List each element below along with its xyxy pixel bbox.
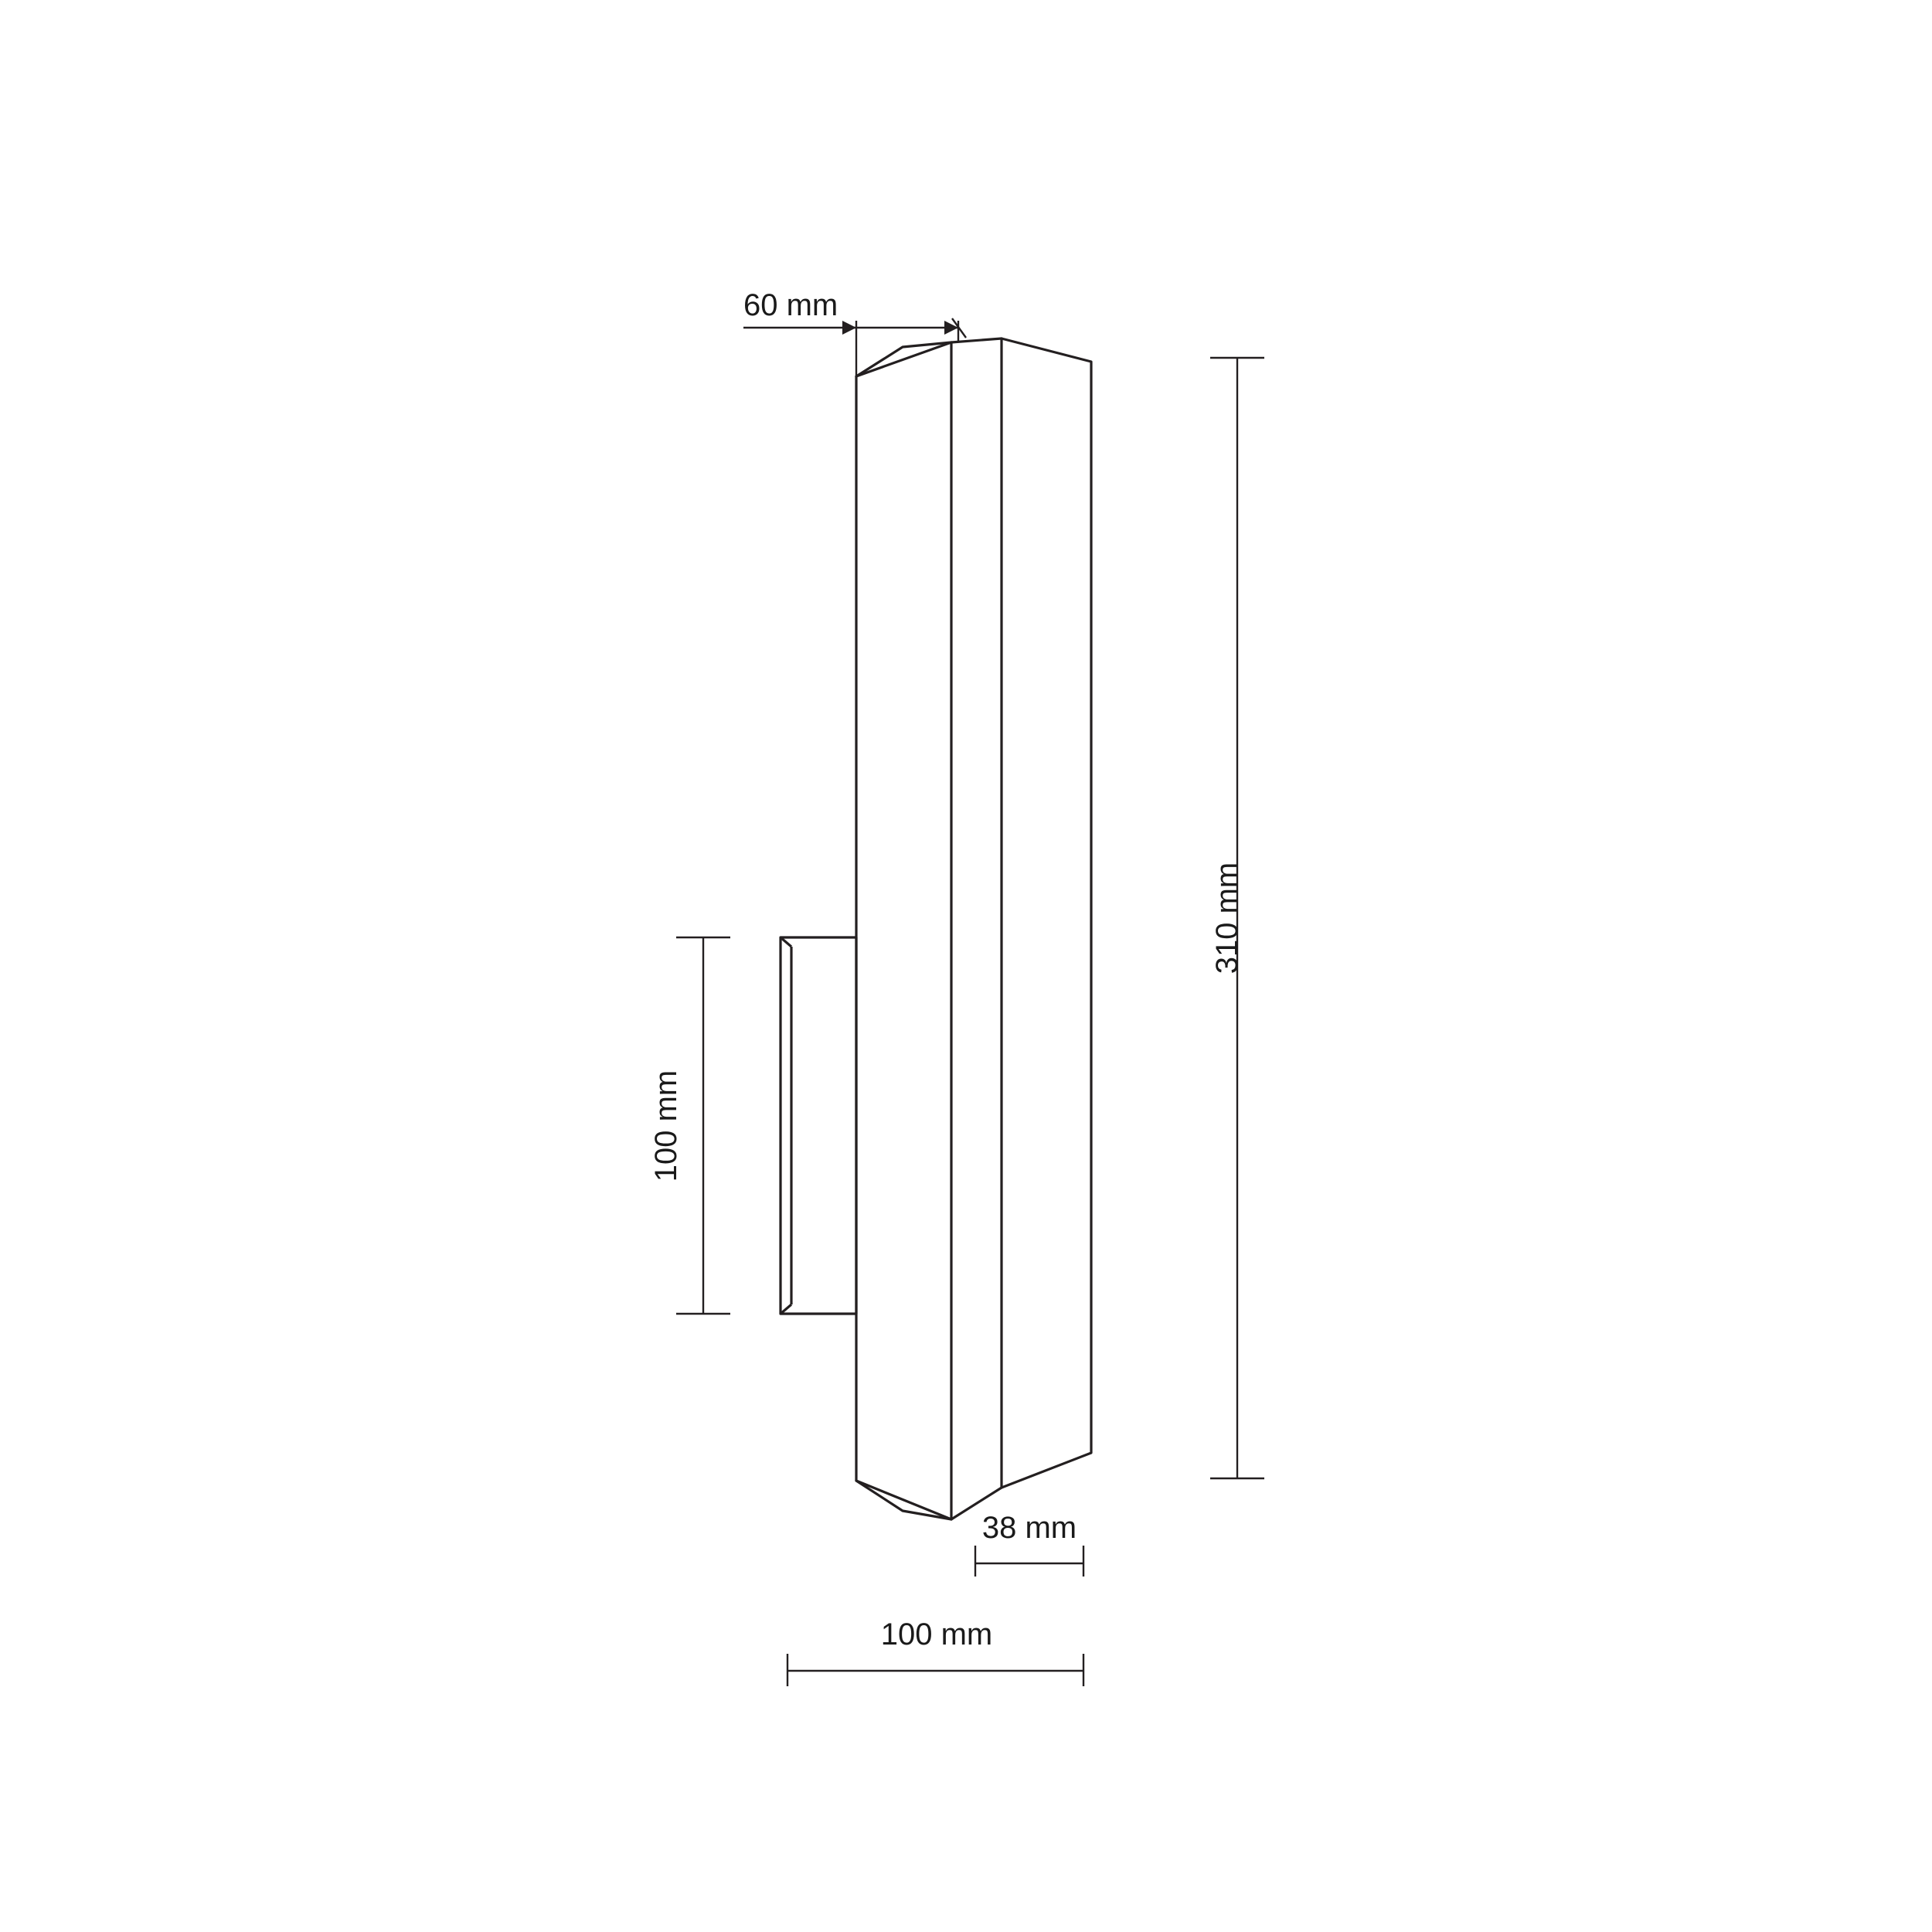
dimension-label-38mm: 38 mm bbox=[981, 1511, 1077, 1545]
lamp-left-face bbox=[856, 342, 951, 1519]
wall-bracket bbox=[781, 937, 856, 1314]
lamp-body-outline bbox=[856, 338, 1091, 1519]
dimension-width-inner bbox=[975, 1546, 1083, 1577]
dimension-label-100mm-width: 100 mm bbox=[880, 1617, 993, 1651]
dimension-label-100mm-bracket: 100 mm bbox=[649, 1070, 683, 1182]
dimension-label-310mm: 310 mm bbox=[1210, 862, 1244, 975]
bracket-corner-lines bbox=[781, 937, 791, 1314]
lamp-right-face bbox=[951, 338, 1091, 1519]
dimension-bracket-height bbox=[676, 937, 730, 1314]
arrow-60-left bbox=[842, 321, 856, 335]
dimension-depth-top bbox=[743, 318, 966, 376]
dimension-width-outer bbox=[787, 1654, 1083, 1686]
dimension-label-60mm: 60 mm bbox=[743, 288, 838, 322]
